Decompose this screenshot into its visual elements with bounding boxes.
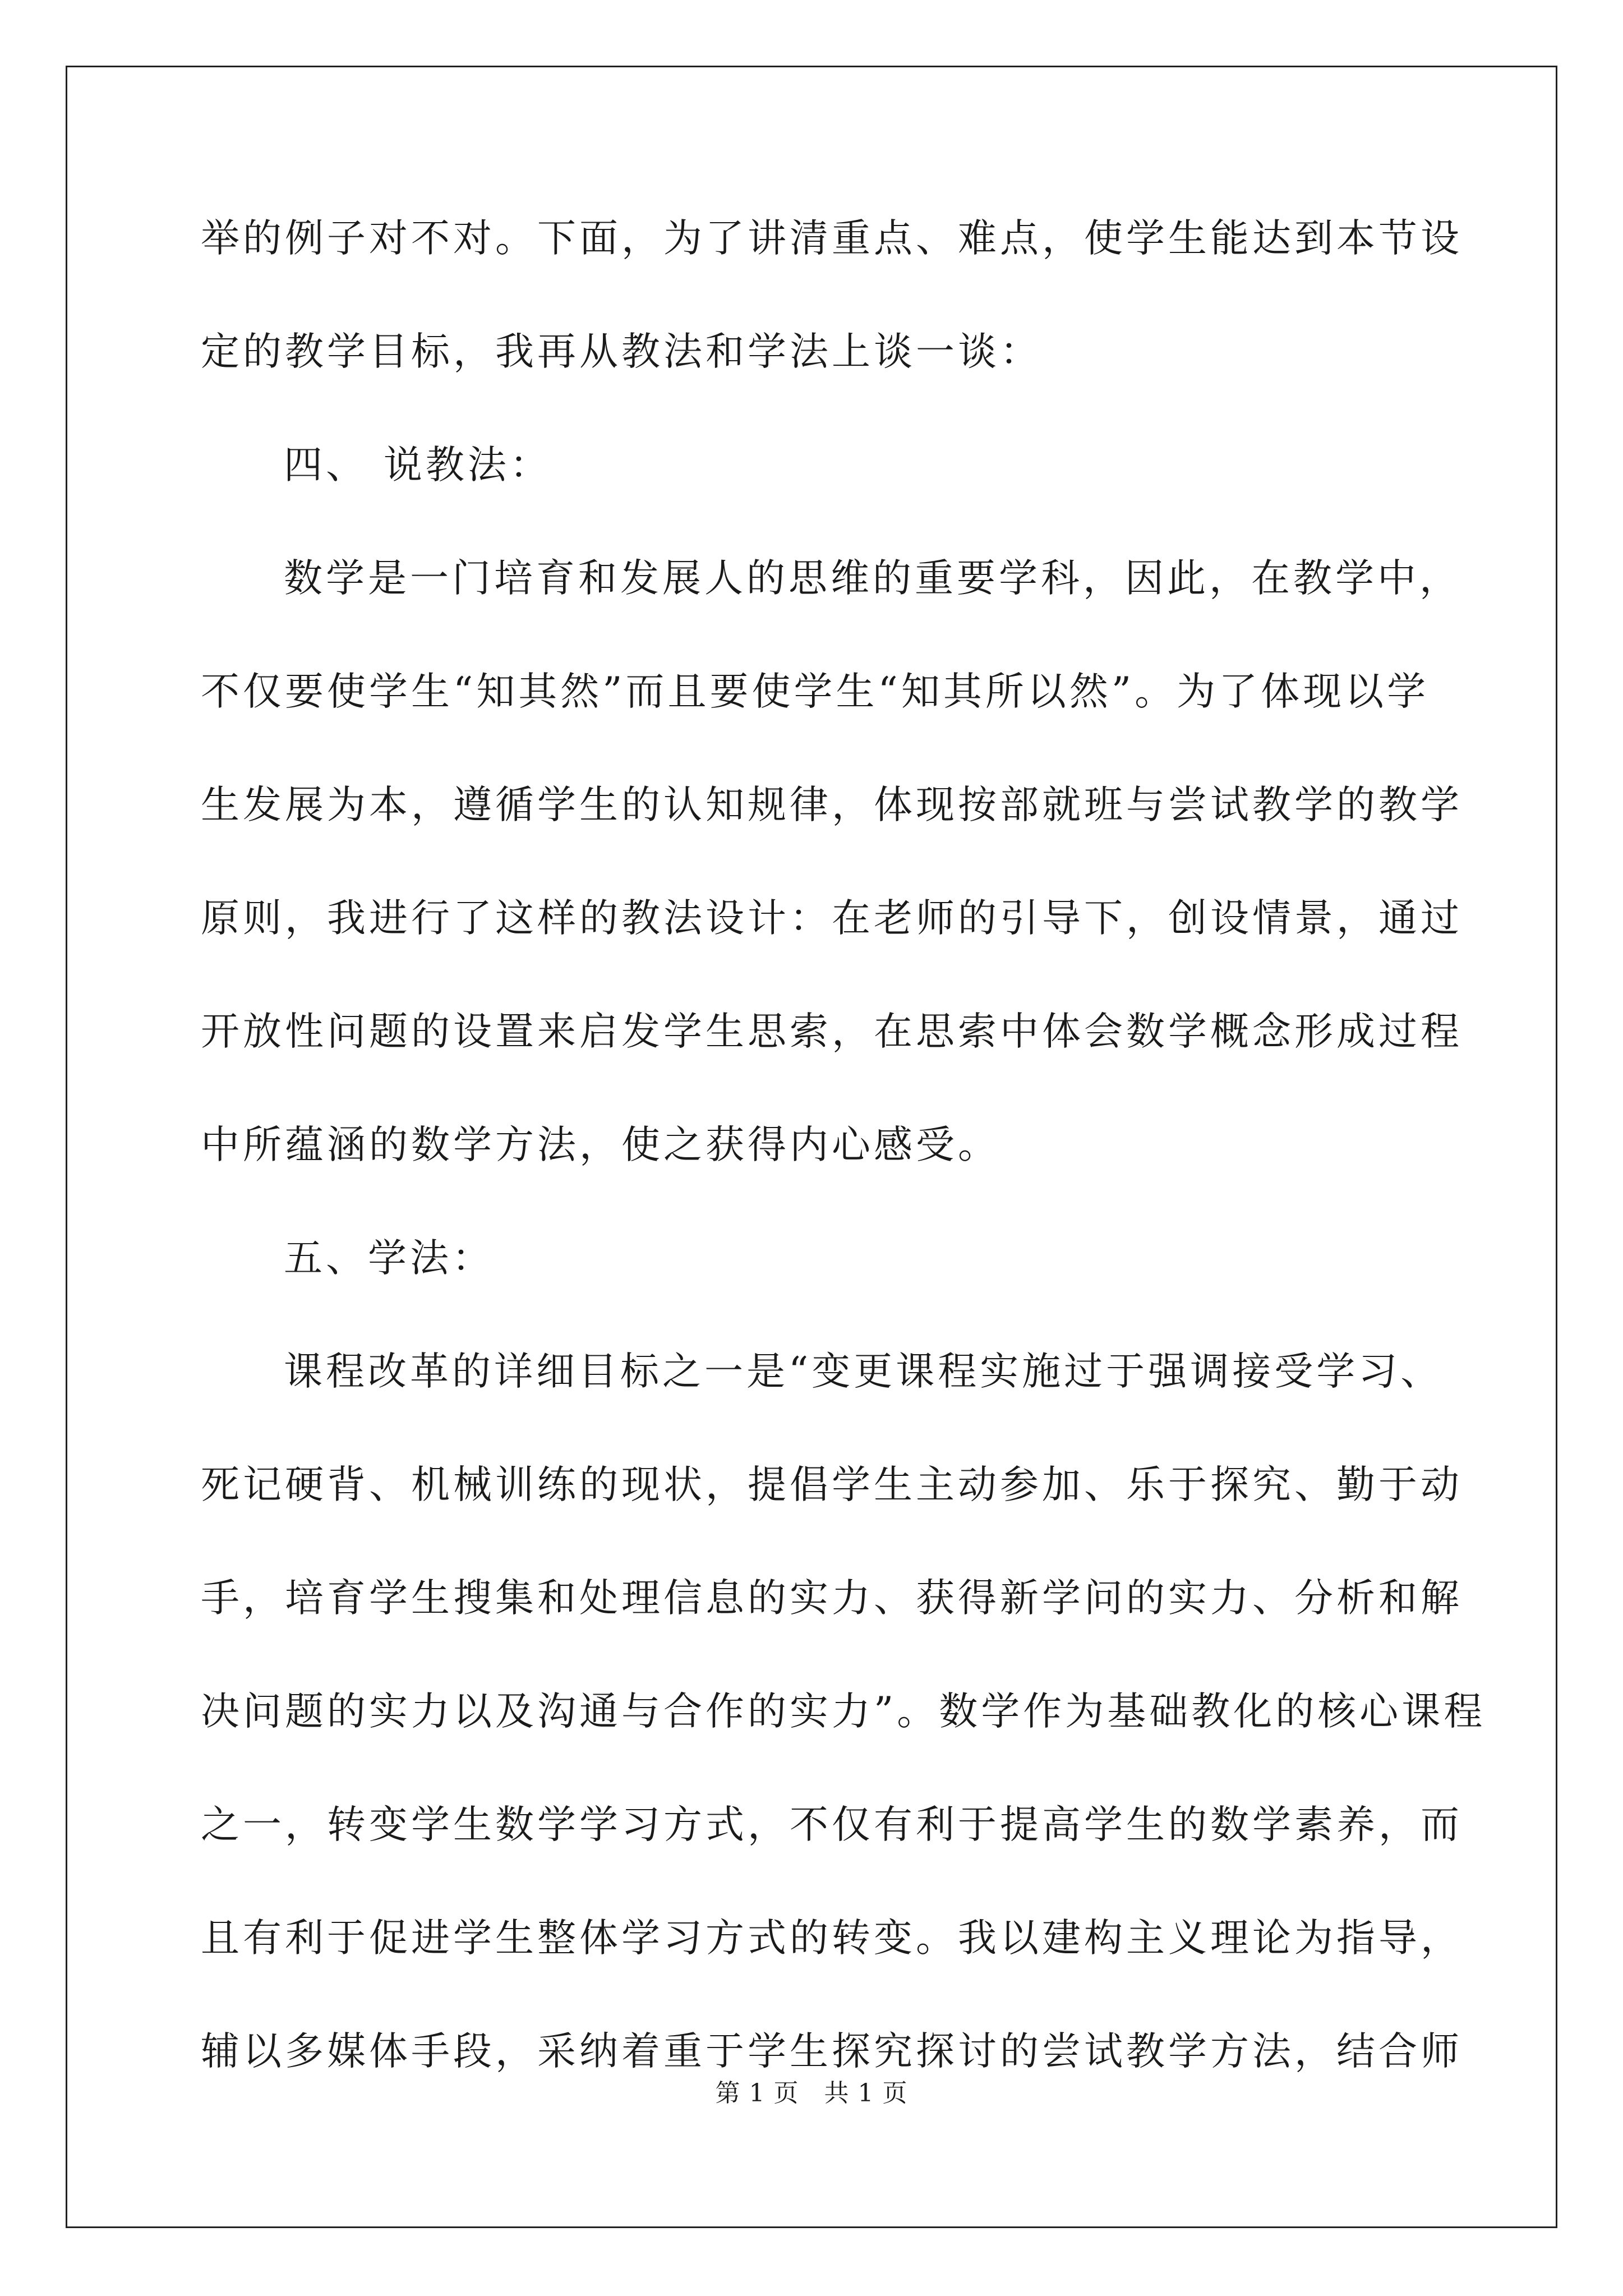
text-line: 之一，转变学生数学学习方式，不仅有利于提高学生的数学素养，而 — [201, 1802, 1463, 1847]
text-line: 死记硬背、机械训练的现状，提倡学生主动参加、乐于探究、勤于动 — [201, 1462, 1463, 1507]
text-line: 决问题的实力以及沟通与合作的实力”。数学作为基础教化的核心课程 — [201, 1689, 1486, 1734]
text-line: 数学是一门培育和发展人的思维的重要学科，因此，在教学中， — [284, 556, 1461, 601]
document-body — [201, 210, 1486, 2079]
section-heading: 四、 说教法： — [284, 443, 552, 487]
text-line: 原则，我进行了这样的教法设计：在老师的引导下，创设情景，通过 — [201, 896, 1463, 941]
text-line: 中所蕴涵的数学方法，使之获得内心感受。 — [201, 1122, 1000, 1167]
text-line: 不仅要使学生“知其然”而且要使学生“知其所以然”。为了体现以学 — [201, 669, 1430, 714]
text-line: 手，培育学生搜集和处理信息的实力、获得新学问的实力、分析和解 — [201, 1576, 1463, 1621]
text-line: 课程改革的详细目标之一是“变更课程实施过于强调接受学习、 — [284, 1349, 1443, 1394]
text-line: 生发展为本，遵循学生的认知规律，体现按部就班与尝试教学的教学 — [201, 783, 1463, 827]
page-number-footer: 第 1 页 共 1 页 — [715, 2079, 908, 2108]
section-heading: 五、学法： — [284, 1236, 494, 1281]
text-line: 开放性问题的设置来启发学生思索，在思索中体会数学概念形成过程 — [201, 1009, 1463, 1054]
text-line: 且有利于促进学生整体学习方式的转变。我以建构主义理论为指导， — [201, 1916, 1463, 1961]
text-line: 定的教学目标，我再从教法和学法上谈一谈： — [201, 329, 1042, 374]
text-line: 举的例子对不对。下面，为了讲清重点、难点，使学生能达到本节设 — [201, 216, 1463, 261]
text-line: 辅以多媒体手段，采纳着重于学生探究探讨的尝试教学方法，结合师 — [201, 2029, 1463, 2074]
